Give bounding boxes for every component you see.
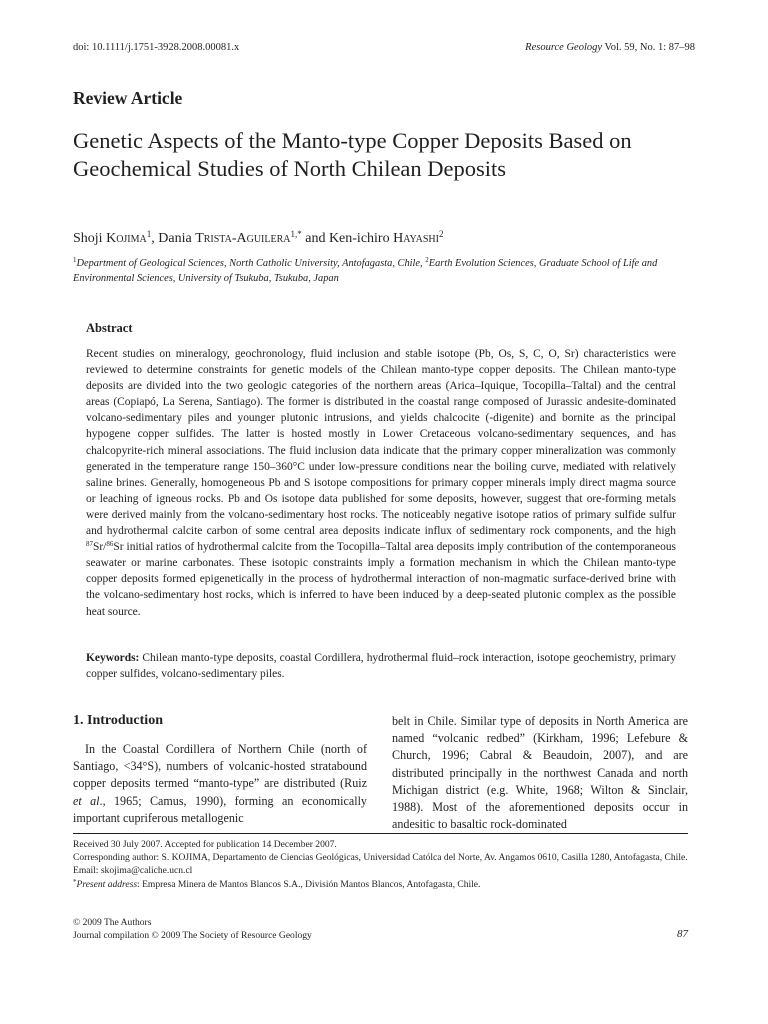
affiliation-2-sup: 2 <box>425 256 429 264</box>
corresponding-author: Corresponding author: S. KOJIMA, Departamento de Ciencias Geológicas, Universidad Católca del Norte, Av. Angamos 0610, Casilla 1280, Antofagasta, Chile. Email: skojima@caliche.ucn.cl <box>73 852 688 877</box>
section-heading-introduction: 1. Introduction <box>73 713 163 728</box>
affiliation-2: Earth Evolution Sciences, Graduate School of Life and Environmental Sciences, University of Tsukuba, Tsukuba, Japan <box>73 258 658 284</box>
present-address <box>73 878 688 891</box>
author-3-sup: 2 <box>438 229 444 239</box>
present-address-sup: * <box>73 877 77 886</box>
left-column <box>73 712 367 827</box>
author-3-first: and Ken-ichiro <box>301 231 394 246</box>
running-header <box>73 42 695 56</box>
footnote-divider <box>73 833 688 834</box>
affiliation-1: Department of Geological Sciences, North Catholic University, Antofagasta, Chile, <box>76 258 426 269</box>
present-address-text: : Empresa Minera de Mantos Blancos S.A., División Mantos Blancos, Antofagasta, Chile. <box>137 878 481 890</box>
present-address-label: Present address <box>76 878 138 890</box>
affiliation-1-sup: 1 <box>73 256 77 264</box>
intro-left-text-1: In the Coastal Cordillera of Northern Chile (north of Santiago, <34°S), numbers of volcanic-hosted stratabound copper deposits termed “manto-type” are distributed (Ruiz <box>73 742 367 791</box>
intro-left-text-2: ., 1965; Camus, 1990), forming an economically important cupriferous metallogenic <box>73 793 367 825</box>
footnotes <box>73 838 688 891</box>
copyright-journal: Journal compilation © 2009 The Society of Resource Geology <box>73 930 312 941</box>
copyright-authors: © 2009 The Authors <box>73 917 152 928</box>
author-2-sup: 1,* <box>290 229 302 239</box>
author-3-last: Hayashi <box>393 231 439 246</box>
doi-text: doi: 10.1111/j.1751-3928.2008.00081.x <box>73 42 240 53</box>
keywords-label: Keywords: <box>86 652 140 664</box>
journal-name: Resource Geology <box>525 42 603 53</box>
journal-volume: Vol. 59, No. 1: 87–98 <box>602 42 695 53</box>
author-2-first: , Dania <box>151 231 196 246</box>
intro-paragraph-left <box>73 741 367 827</box>
copyright-block <box>73 916 312 942</box>
keywords-text: Chilean manto-type deposits, coastal Cordillera, hydrothermal fluid–rock interaction, isotope geochemistry, primary copper sulfides, volcano-sedimentary piles. <box>86 652 676 681</box>
author-list <box>73 231 443 247</box>
affiliations <box>73 256 695 286</box>
page-number: 87 <box>677 928 688 940</box>
author-2-last: Trista-Aguilera <box>195 231 291 246</box>
abstract-heading: Abstract <box>86 321 133 335</box>
article-type: Review Article <box>73 88 183 108</box>
abstract-body <box>86 346 676 620</box>
abstract-text-1: Recent studies on mineralogy, geochronology, fluid inclusion and stable isotope (Pb, Os, S, C, O, Sr) characteristics were reviewed to determine constraints for genetic models of the Chilean manto-type copper deposits. The Chilean manto-type deposits are divided into the two geologic categories of the northern areas (Arica–Iquique, Tocopilla–Taltal) and the central areas (Copiapó, La Serena, Santiago). The former is distributed in the coastal range composed of Jurassic andesite-dominated volcano-sedimentary piles and younger plutonic intrusions, and yields chalcocite (-digenite) and bornite as the principal hypogene copper sulfides. The latter is hosted mostly in Lower Cretaceous volcano-sedimentary sequences, and has chalcopyrite-rich mineral associations. The fluid inclusion data indicate that the primary copper mineralization was commonly generated in the temperature range 150–360°C under low-pressure conditions near the boiling curve, mediated with relatively saline brines. Generally, homogeneous Pb and S isotope compositions for primary copper minerals imply direct magma source or leaching of igneous rocks. Pb and Os isotope data published for some deposits, however, suggest that ore-forming metals were derived mainly from the volcano-sedimentary host rocks. The noticeably negative isotope ratios of primary sulfide sulfur and hydrothermal calcite carbon of some central area deposits indicate influx of sedimentary rock components, and the high <box>86 348 676 538</box>
abstract-sup-86: 86 <box>106 540 114 549</box>
keywords <box>86 650 676 682</box>
journal-citation <box>525 42 695 53</box>
intro-left-etal: et al <box>73 793 100 808</box>
author-1-first: Shoji <box>73 231 107 246</box>
received-dates: Received 30 July 2007. Accepted for publication 14 December 2007. <box>73 839 337 850</box>
abstract-text-3: Sr initial ratios of hydrothermal calcite from the Tocopilla–Taltal area deposits imply contribution of the contemporaneous seawater or marine carbonates. These isotopic constraints imply a formation mechanism in which the Chilean manto-type copper deposits formed epigenetically in the process of hydrothermal interaction of non-magmatic surface-derived brine with the volcano-sedimentary host rocks, which is inferred to have been induced by a deep-seated plutonic complex as the possible heat source. <box>86 541 676 618</box>
abstract-text-2: Sr/ <box>93 541 107 554</box>
right-column <box>392 713 688 833</box>
author-1-last: Kojima <box>106 231 147 246</box>
intro-paragraph-right: belt in Chile. Similar type of deposits in North America are named “volcanic redbed” (Kirkham, 1996; Lefebure & Church, 1996; Cabral & Beaudoin, 2007), and are distributed principally in the northwest Canada and north Michigan district (e.g. White, 1968; Wilton & Sinclair, 1988). Most of the aforementioned deposits occur in andesitic to basaltic rock-dominated <box>392 714 688 832</box>
author-1-sup: 1 <box>146 229 152 239</box>
abstract-sup-87: 87 <box>86 540 93 549</box>
article-title: Genetic Aspects of the Manto-type Copper Deposits Based on Geochemical Studies of North Chilean Deposits <box>73 128 632 181</box>
